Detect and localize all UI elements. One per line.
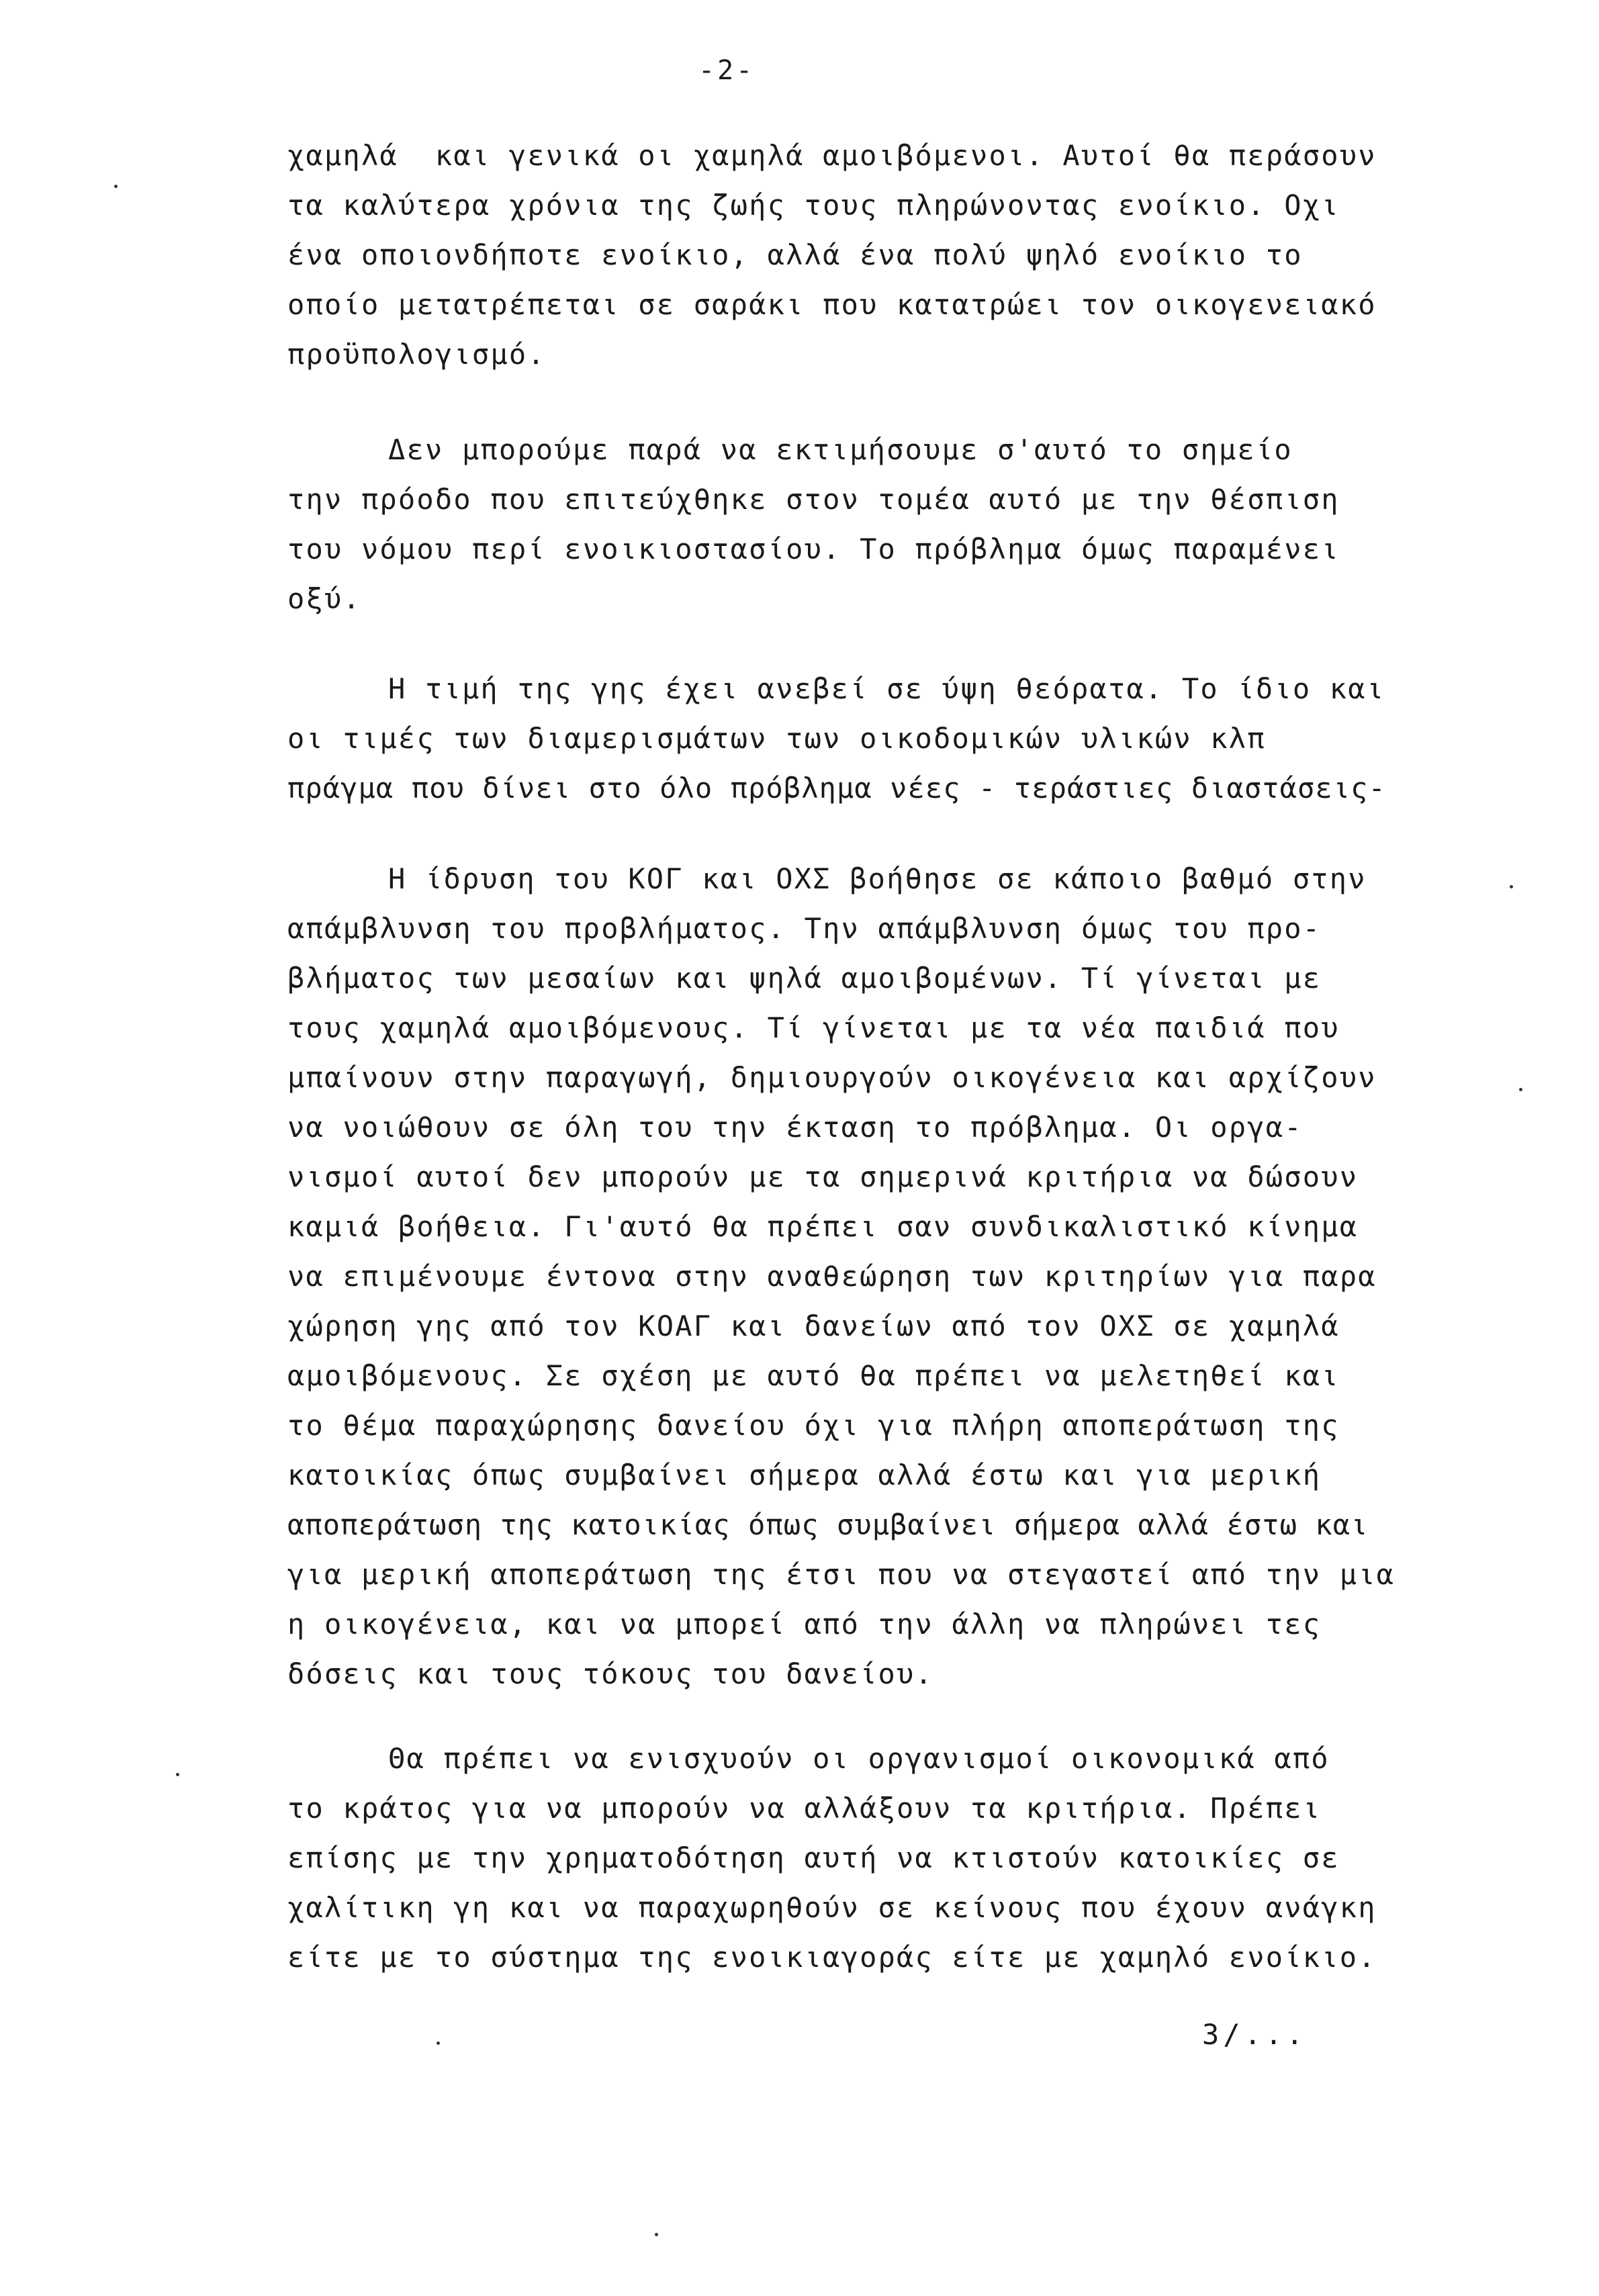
text-line: βλήματος των μεσαίων και ψηλά αμοιβομένων. Τί γίνεται με — [287, 962, 1322, 995]
scan-speck — [1510, 885, 1513, 888]
text-line: την πρόοδο που επιτεύχθηκε στον τομέα αυτό με την θέσπιση — [287, 483, 1340, 516]
text-line: απάμβλυνση του προβλήματος. Την απάμβλυνση όμως του προ- — [287, 912, 1322, 945]
text-line: να νοιώθουν σε όλη του την έκταση το πρόβλημα. Οι οργα- — [287, 1111, 1303, 1144]
text-line: καμιά βοήθεια. Γι'αυτό θα πρέπει σαν συνδικαλιστικό κίνημα — [287, 1210, 1359, 1243]
scan-speck — [1519, 1088, 1522, 1091]
text-line: τα καλύτερα χρόνια της ζωής τους πληρώνοντας ενοίκιο. Οχι — [287, 189, 1340, 222]
paragraph-4 — [287, 854, 1563, 1699]
paragraph-3 — [287, 664, 1563, 813]
text-line: Θα πρέπει να ενισχυούν οι οργανισμοί οικονομικά από — [388, 1742, 1330, 1775]
paragraph-2 — [287, 425, 1563, 624]
text-line: Η ίδρυση του ΚΟΓ και ΟΧΣ βοήθησε σε κάποιο βαθμό στην — [388, 862, 1367, 895]
text-line: προϋπολογισμό. — [287, 338, 546, 371]
text-line: χώρηση γης από τον ΚΟΑΓ και δανείων από τον ΟΧΣ σε χαμηλά — [287, 1310, 1340, 1342]
text-line: τους χαμηλά αμοιβόμενους. Τί γίνεται με τα νέα παιδιά που — [287, 1011, 1340, 1044]
text-line: είτε με το σύστημα της ενοικιαγοράς είτε με χαμηλό ενοίκιο. — [287, 1941, 1377, 1974]
text-line: το θέμα παραχώρησης δανείου όχι για πλήρη αποπεράτωση της — [287, 1409, 1340, 1442]
scan-speck — [655, 2233, 658, 2236]
text-line: αποπεράτωση της κατοικίας όπως συμβαίνει σήμερα αλλά έστω και — [287, 1508, 1369, 1541]
text-line: Η τιμή της γης έχει ανεβεί σε ύψη θεόρατα. Το ίδιο και — [388, 672, 1385, 705]
text-line: αμοιβόμενους. Σε σχέση με αυτό θα πρέπει να μελετηθεί και — [287, 1359, 1340, 1392]
text-line: πράγμα που δίνει στο όλο πρόβλημα νέες - τεράστιες διαστάσεις- — [287, 772, 1386, 805]
paragraph-1 — [287, 131, 1563, 379]
scan-speck — [437, 2041, 440, 2045]
scan-speck — [176, 1773, 179, 1776]
text-line: οξύ. — [287, 582, 361, 615]
text-line: το κράτος για να μπορούν να αλλάξουν τα κριτήρια. Πρέπει — [287, 1792, 1322, 1825]
text-line: για μερική αποπεράτωση της έτσι που να στεγαστεί από την μια — [287, 1558, 1396, 1591]
text-line: η οικογένεια, και να μπορεί από την άλλη να πληρώνει τες — [287, 1608, 1322, 1641]
text-line: ένα οποιονδήποτε ενοίκιο, αλλά ένα πολύ ψηλό ενοίκιο το — [287, 238, 1303, 271]
continuation-marker: 3/... — [1202, 2018, 1308, 2051]
text-line: επίσης με την χρηματοδότηση αυτή να κτιστούν κατοικίες σε — [287, 1841, 1340, 1874]
text-line: να επιμένουμε έντονα στην αναθεώρηση των κριτηρίων για παρα — [287, 1260, 1377, 1293]
paragraph-5 — [287, 1734, 1563, 1982]
text-line: οποίο μετατρέπεται σε σαράκι που κατατρώει τον οικογενειακό — [287, 288, 1377, 321]
scan-speck — [114, 185, 118, 188]
text-line: δόσεις και τους τόκους του δανείου. — [287, 1657, 934, 1690]
text-line: Δεν μπορούμε παρά να εκτιμήσουμε σ'αυτό το σημείο — [388, 433, 1293, 466]
text-line: νισμοί αυτοί δεν μπορούν με τα σημερινά κριτήρια να δώσουν — [287, 1160, 1359, 1193]
text-line: οι τιμές των διαμερισμάτων των οικοδομικών υλικών κλπ — [287, 722, 1266, 755]
text-line: μπαίνουν στην παραγωγή, δημιουργούν οικογένεια και αρχίζουν — [287, 1061, 1377, 1094]
text-line: κατοικίας όπως συμβαίνει σήμερα αλλά έστω και για μερική — [287, 1459, 1322, 1491]
page-number: -2- — [698, 55, 756, 86]
text-line: του νόμου περί ενοικιοστασίου. Το πρόβλημα όμως παραμένει — [287, 533, 1340, 565]
text-line: χαμηλά και γενικά οι χαμηλά αμοιβόμενοι. Αυτοί θα περάσουν — [287, 139, 1377, 172]
text-line: χαλίτικη γη και να παραχωρηθούν σε κείνους που έχουν ανάγκη — [287, 1891, 1377, 1924]
